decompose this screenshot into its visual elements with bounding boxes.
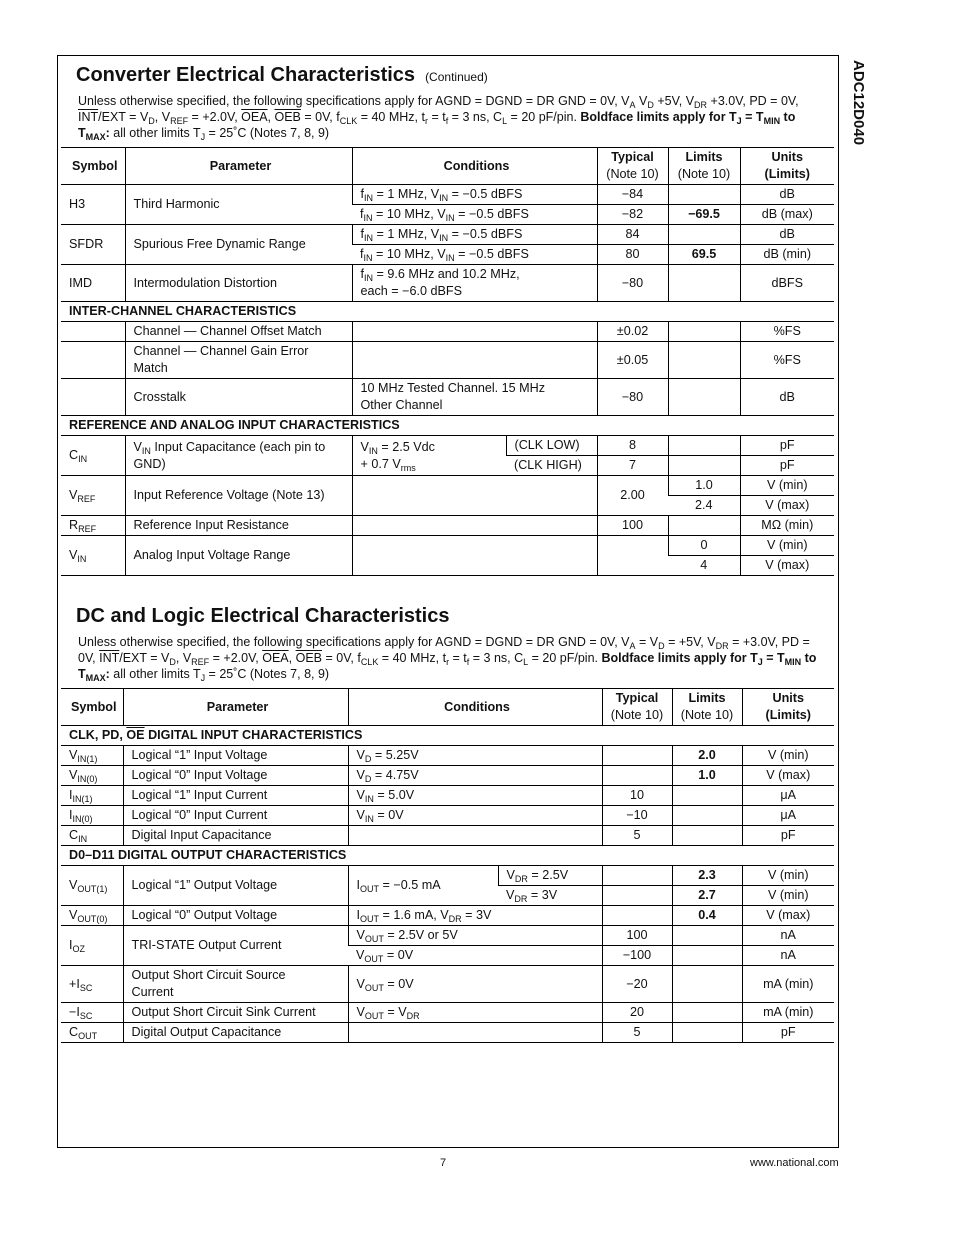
table-row: $R_{REF}$ Reference Input Resistance 100 MΩ (min) [61,516,834,536]
table-row: $V_{OUT(0)}$ Logical “0” Output Voltage $I_{OUT} = 1.6$ mA, $V_{DR} = 3V$ 0.4 V (max) [61,906,834,926]
table-row: $-I_{SC}$ Output Short Circuit Sink Current $V_{OUT} = V_{DR}$ 20 mA (min) [61,1003,834,1023]
category-row: INTER-CHANNEL CHARACTERISTICS [61,302,834,322]
category-row: D0–D11 DIGITAL OUTPUT CHARACTERISTICS [61,846,834,866]
table-row: $V_{REF}$ Input Reference Voltage (Note 13) 2.00 1.0 V (min) [61,476,834,496]
table-row: $C_{IN}$ Digital Input Capacitance 5 pF [61,826,834,846]
converter-table [61,147,834,576]
category-row: REFERENCE AND ANALOG INPUT CHARACTERISTICS [61,416,834,436]
table-row: SFDR Spurious Free Dynamic Range $f_{IN} = 1$ MHz, $V_{IN} = -0.5$ dBFS 84 dB [61,225,834,245]
converter-section [61,64,834,576]
col-parameter: Parameter [125,148,352,185]
intro-converter: Unless otherwise specified, the following specifications apply for AGND = DGND = DR GND = 0V, $V_A$ $V_D +5V$, $V_{DR} +3.0V$, PD = 0V, $\overline{INT}$/EXT = $V_D$, $V_{REF} = +2.0V$, $\overline{OEA}$, $\overline{OEB} = 0V$, $f_{CLK} = 40$ MHz, $t_r = t_f = 3$ ns, $C_L = 20$ pF/pin. Boldface limits apply for $T_J = T_{MIN}$ to $T_{MAX}$: all other limits $T_J$ = 25˚C (Notes 7, 8, 9) [78,94,799,142]
table-row: Channel — Channel Offset Match ±0.02 %FS [61,322,834,342]
table-row: $C_{IN}$ $V_{IN}$ Input Capacitance (each pin to GND) $V_{IN} = 2.5$ Vdc + 0.7 $V_{rms}$ (CLK LOW) 8 pF [61,436,834,456]
page-number: 7 [440,1157,447,1169]
section-title-dc-logic: DC and Logic Electrical Characteristics [76,605,450,627]
table-row: $f_{IN} = 10$ MHz, $V_{IN} = -0.5$ dBFS −82 −69.5 dB (max) [61,205,834,225]
table-row: $+I_{SC}$ Output Short Circuit Source Current $V_{OUT} = 0V$ −20 mA (min) [61,966,834,1003]
intro-dc-logic: Unless otherwise specified, the following specifications apply for AGND = DGND = DR GND = 0V, $V_A = V_D = +5V$, $V_{DR} = +3.0V$, PD = 0V, $\overline{INT}$/EXT = $V_D$, $V_{REF} = +2.0V$, $\overline{OEA}$, $\overline{OEB} = 0V$, $f_{CLK} = 40$ MHz, $t_r = t_f = 3$ ns, $C_L = 20$ pF/pin. Boldface limits apply for $T_J = T_{MIN}$ to $T_{MAX}$: all other limits $T_J$ = 25˚C (Notes 7, 8, 9) [78,635,817,683]
col-limits: Limits (Note 10) [668,148,740,185]
section-title-converter: Converter Electrical Characteristics (Continued) [76,64,488,86]
footer-website: www.national.com [750,1157,839,1169]
table-row: 2.4 V (max) [61,496,834,516]
table-row: $V_{OUT} = 0V$ −100 nA [61,946,834,966]
table-row: $f_{IN} = 10$ MHz, $V_{IN} = -0.5$ dBFS 80 69.5 dB (min) [61,245,834,265]
table-row: (CLK HIGH) 7 pF [61,456,834,476]
col-units: Units (Limits) [740,148,834,185]
table-row: $V_{DR} = 3V$ 2.7 V (min) [61,886,834,906]
col-symbol: Symbol [61,148,125,185]
category-row: CLK, PD, $\overline{OE}$ DIGITAL INPUT CHARACTERISTICS [61,726,834,746]
table-row: $V_{IN(0)}$ Logical “0” Input Voltage $V_D = 4.75V$ 1.0 V (max) [61,766,834,786]
table-row: 4 V (max) [61,556,834,576]
table-row: Channel — Channel Gain Error Match ±0.05 %FS [61,342,834,379]
table-row: $I_{IN(1)}$ Logical “1” Input Current $V_{IN} = 5.0V$ 10 μA [61,786,834,806]
table-row: H3 Third Harmonic $f_{IN} = 1$ MHz, $V_{IN} = -0.5$ dBFS −84 dB [61,185,834,205]
table-row: $V_{IN(1)}$ Logical “1” Input Voltage $V_D = 5.25V$ 2.0 V (min) [61,746,834,766]
col-conditions: Conditions [352,148,597,185]
table-row: Crosstalk 10 MHz Tested Channel. 15 MHz Other Channel −80 dB [61,379,834,416]
table-row: $I_{IN(0)}$ Logical “0” Input Current $V_{IN} = 0V$ −10 μA [61,806,834,826]
table-row: IMD Intermodulation Distortion $f_{IN} = 9.6$ MHz and 10.2 MHz, each = −6.0 dBFS −80 dBFS [61,265,834,302]
table-row: $I_{OZ}$ TRI-STATE Output Current $V_{OUT} = 2.5V$ or 5V 100 nA [61,926,834,946]
col-typical: Typical (Note 10) [597,148,668,185]
table-row: $V_{OUT(1)}$ Logical “1” Output Voltage $I_{OUT} = -0.5$ mA $V_{DR} = 2.5V$ 2.3 V (min) [61,866,834,886]
side-part-number: ADC12D040 [850,60,867,146]
dc-logic-table: Symbol Parameter Conditions Typical (Note 10) Limits (Note 10) Units (Limits) CLK, PD, $\overline{OE}$ DIGITAL INPUT CHARACTERISTICS $V_{IN(1)}$ Logical “1” Input Voltage $V_D = 5.25V$ 2.0 V (min) $V_{IN(0)}$ Logical “0” Input Voltage $V_D = 4.75V$ 1.0 V (max) $I_{IN(1)}$ Logical “1” Input Current $V_{IN} = 5.0V$ 10 μA $I_{IN(0)}$ Logical “0” Input Current $V_{IN} = 0V$ −10 μA $C_{IN}$ Digital Input Capacitance 5 pF D0–D11 DIGITAL OUTPUT CHARACTERISTICS $V_{OUT(1)}$ Logical “1” Output Voltage $I_{OUT} = -0.5$ mA $V_{DR} = 2.5V$ 2.3 V (min) $V_{DR} = 3V$ 2.7 V (min) $V_{OUT(0)}$ Logical “0” Output Voltage $I_{OUT} = 1.6$ mA, $V_{DR} = 3V$ 0.4 V (max) $I_{OZ}$ TRI-STATE Output Current $V_{OUT} = 2.5V$ or 5V 100 nA $V_{OUT} = 0V$ −100 nA $+I_{SC}$ Output Short Circuit Source Current $V_{OUT} = 0V$ −20 mA (min) $-I_{SC}$ Output Short Circuit Sink Current $V_{OUT} = V_{DR}$ 20 mA (min) $C_{OUT}$ Digital Output Capacitance 5 pF [61,688,834,1043]
dc-logic-section [61,605,834,1043]
table-row: $C_{OUT}$ Digital Output Capacitance 5 pF [61,1023,834,1043]
table-row: $V_{IN}$ Analog Input Voltage Range 0 V (min) [61,536,834,556]
